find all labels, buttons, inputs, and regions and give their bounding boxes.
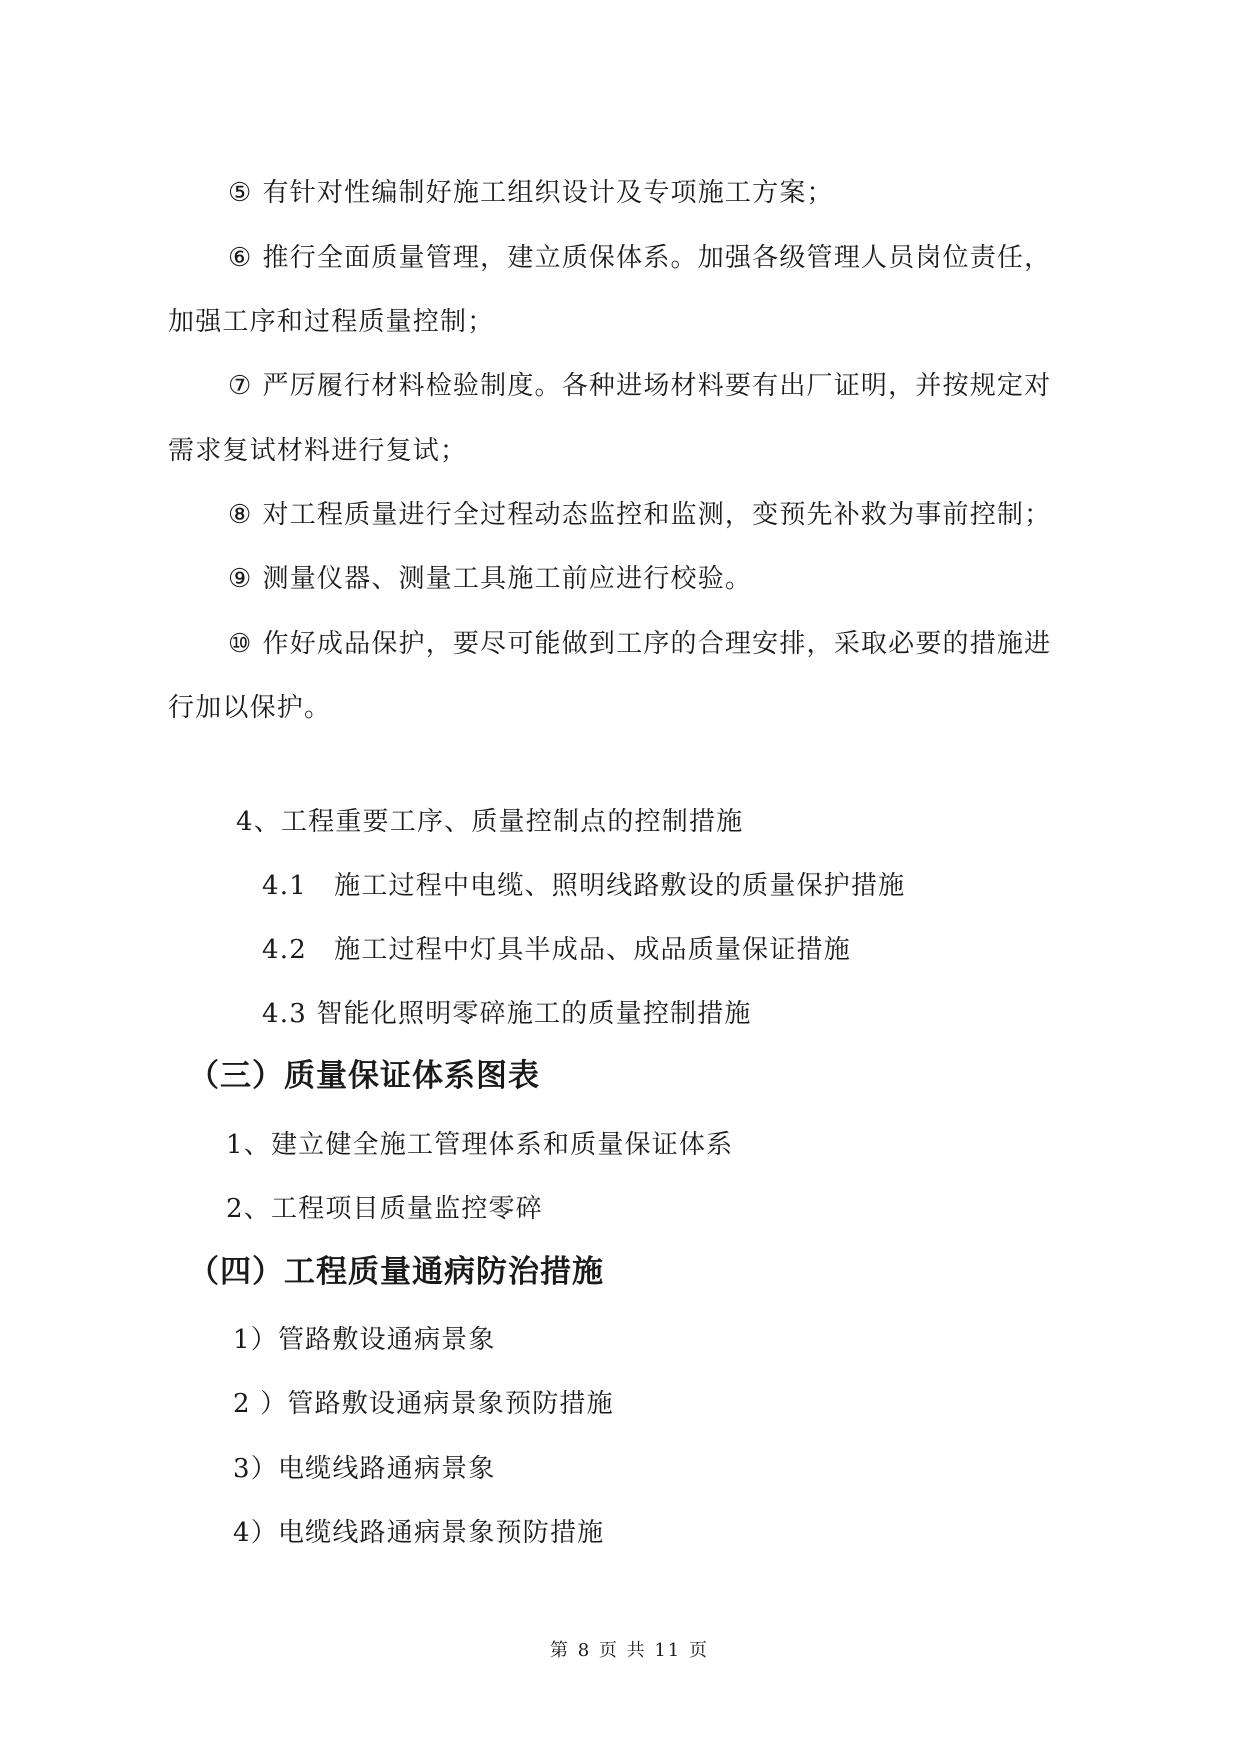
- heading-4: （四）工程质量通病防治措施: [188, 1254, 604, 1290]
- heading-4-item-3: 3）电缆线路通病景象: [233, 1454, 496, 1484]
- list-text: 推行全面质量管理，建立质保体系。加强各级管理人员岗位责任，: [262, 243, 1052, 273]
- page-number-footer: 第 8 页 共 11 页: [550, 1640, 709, 1661]
- list-text: 严厉履行材料检验制度。各种进场材料要有出厂证明，并按规定对: [262, 371, 1052, 401]
- list-item-10: [228, 629, 1051, 659]
- section-4-1: 4.1 施工过程中电缆、照明线路敷设的质量保护措施: [262, 871, 906, 901]
- list-item-5: [228, 178, 834, 208]
- list-item-10-continuation: 行加以保护。: [168, 693, 332, 723]
- list-item-7: [228, 371, 1051, 401]
- list-number: ⑨: [228, 564, 253, 594]
- heading-3-item-1: 1、建立健全施工管理体系和质量保证体系: [226, 1130, 734, 1160]
- section-4-3: 4.3 智能化照明零碎施工的质量控制措施: [262, 999, 752, 1029]
- list-item-6: [228, 243, 1051, 273]
- section-4-2: 4.2 施工过程中灯具半成品、成品质量保证措施: [262, 935, 851, 965]
- list-number: ⑧: [228, 500, 253, 530]
- list-item-7-continuation: 需求复试材料进行复试；: [168, 436, 468, 466]
- heading-4-item-4: 4）电缆线路通病景象预防措施: [233, 1518, 605, 1548]
- list-number: ⑥: [228, 243, 253, 273]
- list-number: ⑦: [228, 371, 253, 401]
- heading-4-item-1: 1）管路敷设通病景象: [233, 1325, 496, 1355]
- list-item-9: [228, 564, 752, 594]
- heading-3: （三）质量保证体系图表: [188, 1058, 540, 1094]
- list-number: ⑤: [228, 178, 253, 208]
- list-text: 作好成品保护，要尽可能做到工序的合理安排，采取必要的措施进: [262, 629, 1052, 659]
- list-text: 测量仪器、测量工具施工前应进行校验。: [262, 564, 753, 594]
- heading-3-item-2: 2、工程项目质量监控零碎: [226, 1194, 543, 1224]
- list-text: 有针对性编制好施工组织设计及专项施工方案；: [262, 178, 834, 208]
- list-text: 对工程质量进行全过程动态监控和监测，变预先补救为事前控制；: [262, 500, 1052, 530]
- heading-4-item-2: 2 ）管路敷设通病景象预防措施: [233, 1389, 614, 1419]
- list-item-8: [228, 500, 1051, 530]
- list-number: ⑩: [228, 629, 253, 659]
- section-4-title: 4、工程重要工序、质量控制点的控制措施: [236, 807, 744, 837]
- list-item-6-continuation: 加强工序和过程质量控制；: [168, 307, 495, 337]
